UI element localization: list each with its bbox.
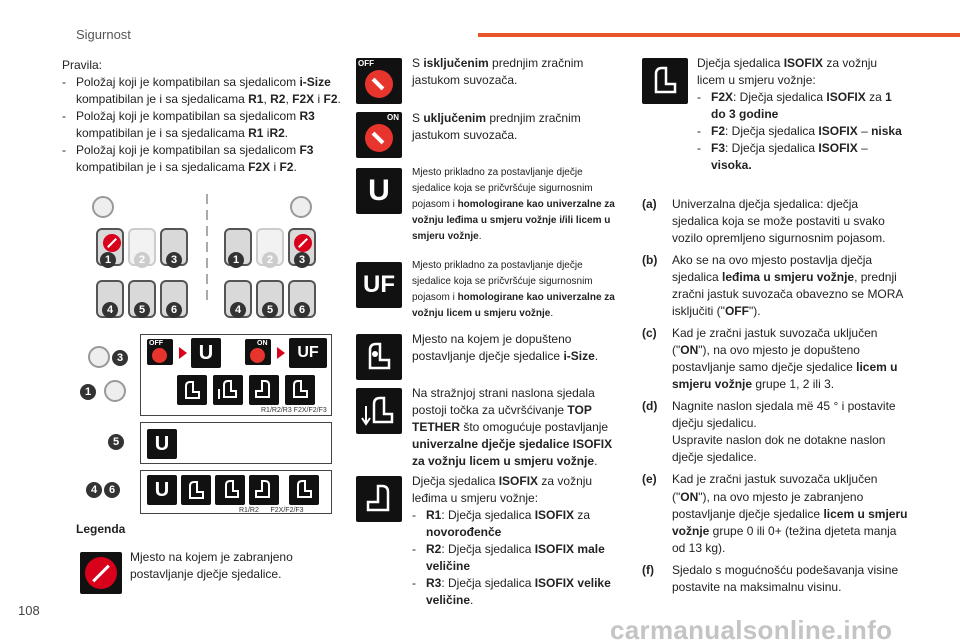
universal-uf-text: Mjesto prikladno za postavljanje dječje sjedalice koja se pričvršćuje sigurnosnim pojasom i homologirane kao univerzalne za vožnju licem u smjeru vožnje. [412,260,615,319]
footnote: (f) Sjedalo s mogućnošću podešavanja visine postavite na maksimalnu visinu. [642,562,899,594]
list-item: - F3: Dječja sjedalica ISOFIX – visoka. [697,141,868,173]
steering-wheel-icon [290,196,312,218]
universal-uf-icon: UF [289,338,327,368]
seat-number: 6 [104,482,120,498]
isize-seat-icon [177,375,207,405]
divider [206,194,208,304]
forbidden-icon [80,552,122,594]
header-accent-bar [478,33,960,37]
footnote: (a) Univerzalna dječja sjedalica: dječja sjedalica koja se može postaviti u svako vozilo opremljeno sigurnosnim pojasom. [642,197,886,246]
footnote: (d) Nagnite naslon sjedala më 45 ° i postavite dječju sjedalicu. Uspravite naslon dok ne dotakne naslon dječje sjedalice. [642,399,896,465]
page-number: 108 [18,603,40,618]
seat-layout-diagram [78,190,338,514]
seat-number: 3 [294,252,310,268]
compatibility-box-middle [140,422,332,464]
section-title: Sigurnost [76,27,131,42]
seat-number: 5 [262,302,278,318]
tether-seat-icon [213,375,243,405]
isize-seat-icon [181,475,211,505]
seat-number: 5 [134,302,150,318]
isize-seat-icon [356,334,402,380]
universal-u-text: Mjesto prikladno za postavljanje dječje sjedalice koja se pričvršćuje sigurnosnim pojasom i homologirane kao univerzalne za vožnju leđima u smjeru vožnje i/ili licem u smjeru vožnje. [412,167,615,242]
top-tether-icon [356,388,402,434]
front-facing-isofix-icon [642,58,688,104]
legend-forbidden-text: Mjesto na kojem je zabranjeno postavljanje dječje sjedalice. [130,550,293,582]
front-isofix-seat-icon [285,375,315,405]
seat-number: 2 [262,252,278,268]
rule-item: - Položaj koji je kompatibilan sa sjedalicom F3 kompatibilan je i sa sjedalicama F2X i F2. [62,143,314,175]
seat-number: 4 [230,302,246,318]
rear-facing-isofix-icon [356,476,402,522]
rear-facing-isofix-text: Dječja sjedalica ISOFIX za vožnju leđima u smjeru vožnje: - R1: Dječja sjedalica ISOFIX za novorođenče - R2: Dječja sjedalica ISOFIX male veličine - R3: Dječja sjedalica ISOFIX velike veličine. [412,473,624,609]
footnote: (b) Ako se na ovo mjesto postavlja dječja sjedalica leđima u smjeru vožnje, prednji zračni jastuk suvozača obavezno se MORA isključiti ("OFF"). [642,253,903,319]
airbag-on-icon: ON [245,339,271,365]
isize-text: Mjesto na kojem je dopušteno postavljanje dječje sjedalice i-Size. [412,332,599,364]
seat-number: 1 [80,384,96,400]
box-caption: R1/R2/R3 F2X/F2/F3 [261,407,327,414]
seat-number: 3 [112,350,128,366]
universal-uf-icon: UF [356,262,402,308]
rules-block [62,57,362,176]
universal-u-icon: U [356,168,402,214]
airbag-on-icon: ON [356,112,402,158]
rear-isofix-seat-icon [249,475,279,505]
box-caption: R1/R2 F2X/F2/F3 [239,507,304,514]
seat-number: 4 [102,302,118,318]
compatibility-box-front [140,334,332,416]
list-item: - R3: Dječja sjedalica ISOFIX velike veličine. [412,576,611,608]
top-tether-text: Na stražnjoj strani naslona sjedala postoji točka za učvršćivanje TOP TETHER što omogućuje postavljanje univerzalne dječje sjedalice ISOFIX za vožnju licem u smjeru vožnje. [412,386,613,469]
list-item: - F2: Dječja sjedalica ISOFIX – niska [697,124,902,139]
footnote: (e) Kad je zračni jastuk suvozača uključen ("ON"), na ovo mjesto je zabranjeno postavljanje dječje sjedalice licem u smjeru vožnje grupe 0 ili 0+ (težina djeteta manja od 13 kg). [642,472,908,555]
forbidden-icon [294,234,312,252]
forbidden-icon [103,234,121,252]
steering-wheel-icon [92,196,114,218]
seat-number: 3 [166,252,182,268]
seat-number: 6 [294,302,310,318]
front-facing-isofix-text: Dječja sjedalica ISOFIX za vožnju licem u smjeru vožnje: - F2X: Dječja sjedalica ISOFIX za 1 do 3 godine - F2: Dječja sjedalica ISOFIX – niska - F3: Dječja sjedalica ISOFIX – visoka. [697,55,907,174]
tether-seat-icon [215,475,245,505]
list-item: - R2: Dječja sjedalica ISOFIX male veličine [412,542,605,574]
airbag-off-icon: OFF [356,58,402,104]
arrow-right-icon [179,347,187,359]
steering-wheel-icon [88,346,110,368]
footnotes [642,196,908,601]
seat-number: 1 [228,252,244,268]
steering-wheel-icon [104,380,126,402]
list-item: - R1: Dječja sjedalica ISOFIX za novorođenče [412,508,591,540]
universal-u-icon: U [147,429,177,459]
front-isofix-seat-icon [289,475,319,505]
seat-number: 2 [134,252,150,268]
rear-isofix-seat-icon [249,375,279,405]
list-item: - F2X: Dječja sjedalica ISOFIX za 1 do 3 godine [697,90,892,122]
seat-number: 1 [100,252,116,268]
airbag-on-text: S uključenim prednjim zračnim jastukom suvozača. [412,111,581,143]
legend-title: Legenda [76,522,126,536]
seat-number: 6 [166,302,182,318]
rule-item: - Položaj koji je kompatibilan sa sjedalicom i-Size kompatibilan je i sa sjedalicama R1, R2, F2X i F2. [62,75,341,107]
rules-heading: Pravila: [62,58,103,72]
watermark: carmanualsonline.info [610,615,893,640]
airbag-off-icon: OFF [147,339,173,365]
airbag-off-text: S isključenim prednjim zračnim jastukom suvozača. [412,56,584,88]
footnote: (c) Kad je zračni jastuk suvozača uključen ("ON"), na ovo mjesto je dopušteno postavljanje samo dječje sjedalice licem u smjeru vožnje grupe 1, 2 ili 3. [642,326,898,392]
seat-number: 5 [108,434,124,450]
universal-u-icon: U [191,338,221,368]
seat-number: 4 [86,482,102,498]
arrow-right-icon [277,347,285,359]
universal-u-icon: U [147,475,177,505]
compatibility-box-rear [140,470,332,514]
rule-item: - Položaj koji je kompatibilan sa sjedalicom R3 kompatibilan je i sa sjedalicama R1 iR2. [62,109,315,141]
